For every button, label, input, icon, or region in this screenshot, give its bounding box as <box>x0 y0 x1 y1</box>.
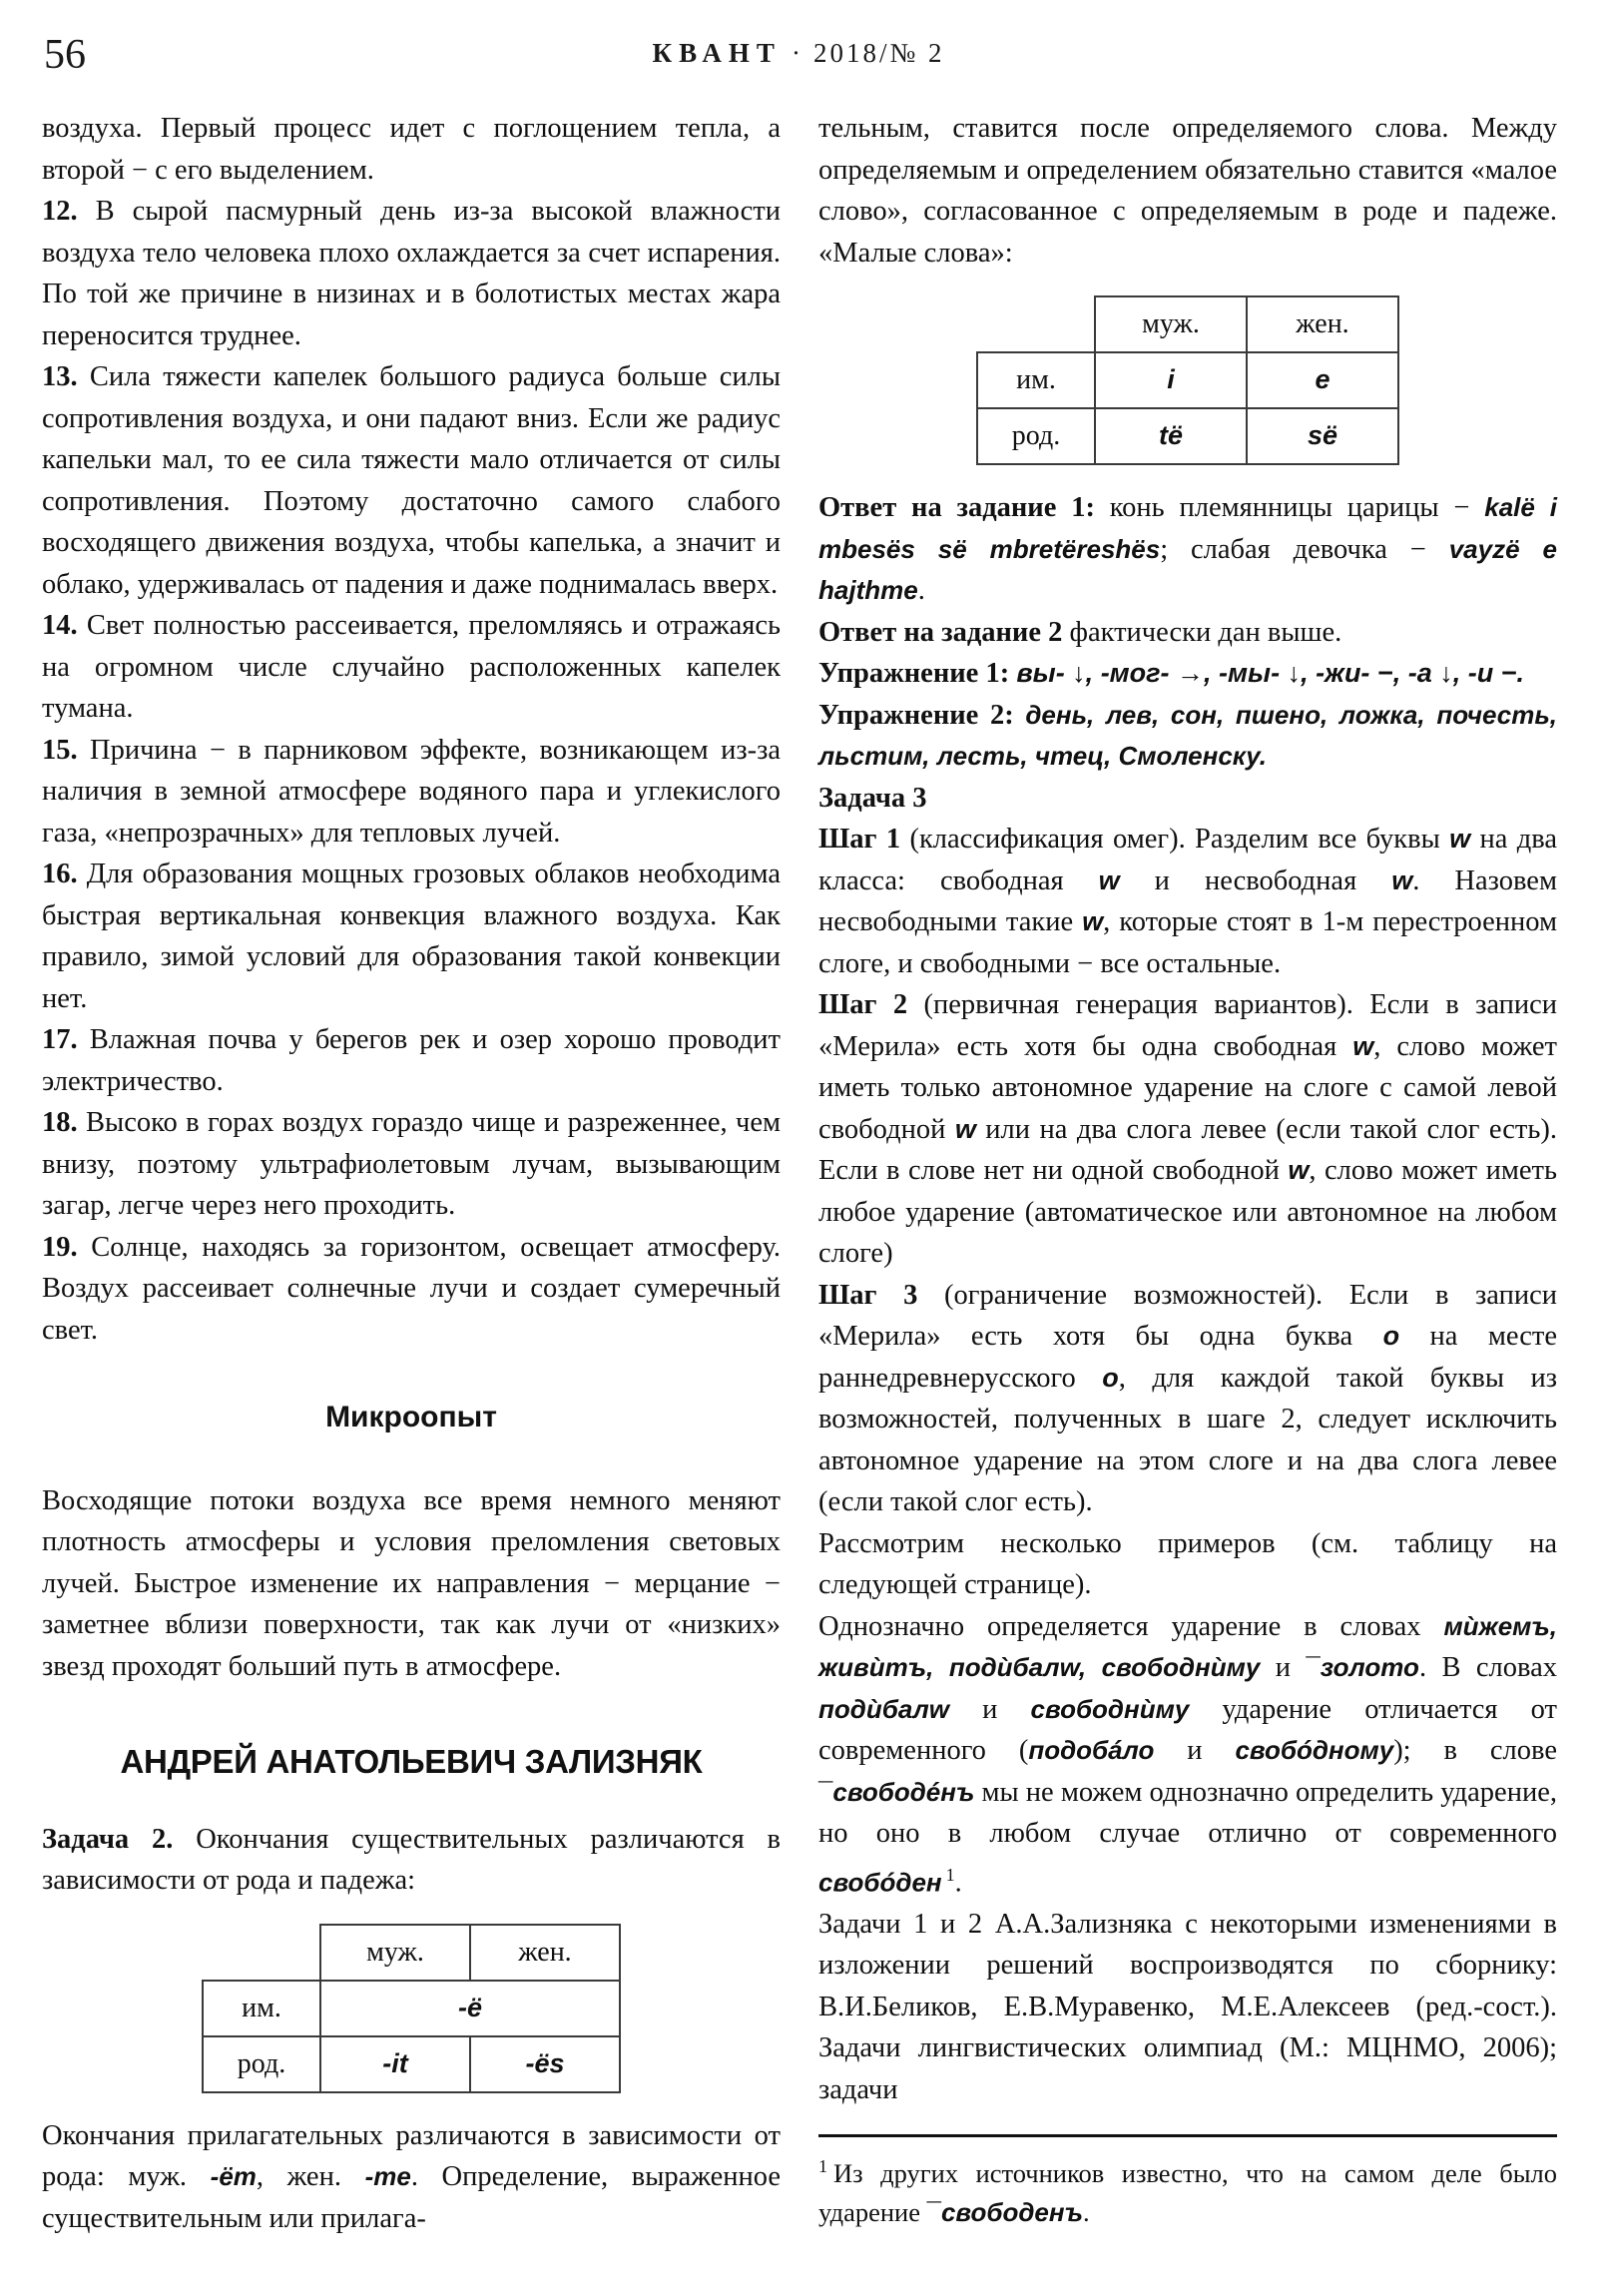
header-separator: · <box>791 38 803 68</box>
paragraph-text: Свет полностью рассеивается, преломляясь и отражаясь на огромном числе случайно расположенных капелек тумана. <box>42 610 781 724</box>
table-cell-gen-masc: -it <box>320 2036 470 2092</box>
omega-letter: w <box>1391 864 1413 895</box>
footnote-word-svobodenu: ¯свободенъ <box>926 2196 1083 2227</box>
table-row <box>977 408 1398 464</box>
adjective-endings-paragraph <box>42 2115 781 2240</box>
answer-item-18 <box>42 1102 781 1227</box>
micro-experiment-text: Восходящие потоки воздуха все время немного меняют плотность атмосферы и условия преломления световых лучей. Быстрое изменение их направления − мерцание − заметнее вблизи поверхности, так как лучи от «низких» звезд проходят больший путь в атмосфере. <box>42 1484 781 1682</box>
modern-word-podobalo: подобáло <box>1028 1735 1155 1765</box>
item-number: 19. <box>42 1231 78 1263</box>
answer-1-paragraph <box>818 487 1557 612</box>
item-number: 12. <box>42 196 78 227</box>
omega-letter: w <box>1082 906 1104 936</box>
step-2-paragraph <box>818 984 1557 1275</box>
footnote-text-b: . <box>1082 2196 1090 2227</box>
answer-item-19 <box>42 1227 781 1352</box>
step-3-text-a: (ограничение возможностей). Если в записи «Мерила» есть хотя бы одна буква <box>818 1279 1557 1352</box>
table-1-wrapper <box>42 1902 781 2115</box>
item-number: 18. <box>42 1107 78 1138</box>
unique-text-a: Однозначно определяется ударение в словах <box>818 1610 1444 1642</box>
paragraph-text: Высоко в горах воздух гораздо чище и разреженнее, чем внизу, поэтому ультрафиолетовым лучам, вызывающим загар, легче через него проходить. <box>42 1107 782 1221</box>
two-column-body <box>0 108 1597 2294</box>
adj-masc-ending: -ёm <box>210 2161 257 2191</box>
footnote-marker: 1 <box>818 2156 827 2176</box>
step-1-text-c: и несвободная <box>1119 864 1392 896</box>
footnote-divider <box>818 2134 1557 2137</box>
step-1-text-a: (классификация омег). Разделим все буквы <box>900 824 1450 855</box>
step-2-text-d: , слово может иметь любое ударение (автоматическое или автономное на любом слоге) <box>818 1155 1557 1269</box>
step-1-text-d: . Назовем несвободными такие <box>818 864 1557 937</box>
table-row <box>977 296 1398 352</box>
paragraph-text: Солнце, находясь за горизонтом, освещает атмосферу. Воздух рассеивает солнечные лучи и создает сумеречный свет. <box>42 1231 781 1346</box>
unique-text-g: ); в слове <box>1393 1735 1557 1766</box>
table-header-masc: муж. <box>320 1925 470 1981</box>
step-2-text-c: или на два слога левее (если такой слог есть). Если в слове нет ни одной свободной <box>818 1113 1557 1186</box>
step-3-text-b: на месте раннедревнерусского <box>818 1321 1557 1394</box>
exercise-1-items: вы- ↓, -мог- →, -мы- ↓, -жи- −, -а ↓, -и −. <box>1016 658 1524 688</box>
task-2-paragraph <box>42 1819 781 1902</box>
table-row-label-gen: род. <box>203 2036 320 2092</box>
o-letter: о <box>1382 1321 1400 1351</box>
answer-2-label: Ответ на задание 2 <box>818 616 1063 648</box>
table-row-label-gen: род. <box>977 408 1095 464</box>
heading-micro-experiment: Микроопыт <box>325 1401 497 1434</box>
omega-letter: w <box>1098 864 1120 895</box>
paragraph-continuation <box>42 108 781 191</box>
word-svobodenu-old: ¯свободéнъ <box>818 1776 975 1807</box>
answer-2-text: фактически дан выше. <box>1062 616 1342 648</box>
paragraph-text: воздуха. Первый процесс идет с поглощением тепла, а второй − с его выделением. <box>42 113 781 186</box>
o-letter: о <box>1102 1362 1119 1393</box>
step-2-text-b: , слово может иметь только автономное ударение на слоге с самой левой свободной <box>818 1030 1557 1145</box>
omega-letter: w <box>954 1113 976 1144</box>
unique-text-c: . В словах <box>1418 1652 1557 1683</box>
step-1-text-b: на два класса: свободная <box>818 824 1557 896</box>
item-number: 16. <box>42 859 78 889</box>
table-row <box>977 352 1398 408</box>
exercise-1-paragraph <box>818 653 1557 695</box>
journal-name: КВАНТ <box>652 38 782 68</box>
answer-item-16 <box>42 854 781 1019</box>
small-words-table <box>976 295 1399 465</box>
item-number: 15. <box>42 734 78 766</box>
heading-author-zaliznyak: АНДРЕЙ АНАТОЛЬЕВИЧ ЗАЛИЗНЯК <box>120 1743 703 1780</box>
footnote-text-a: Из других источников известно, что на самом деле было ударение <box>818 2157 1557 2227</box>
table-cell-nom-both: -ё <box>320 1981 620 2036</box>
answer-1-text-c: . <box>917 575 925 606</box>
table-cell-nom-masc: i <box>1095 352 1247 408</box>
right-continuation-paragraph: тельным, ставится после определяемого слова. Между определяемым и определением обязательно ставится «малое слово», согласованное с определяемым в роде и падеже. «Малые слова»: <box>818 113 1557 269</box>
unique-text-h: мы не можем однозначно определить ударение, но оно в любом случае отлично от современного <box>818 1776 1557 1849</box>
unique-stress-paragraph <box>818 1606 1557 1904</box>
issue-label: 2018/№ 2 <box>812 38 945 68</box>
adj-text-3: . Определение, выраженное существительным или прилага- <box>42 2161 781 2234</box>
answer-1-albanian-b: vayzë e hajthme <box>818 533 1557 605</box>
unique-text-e: ударение отличается от современного ( <box>818 1693 1557 1766</box>
examples-note-paragraph: Рассмотрим несколько примеров (см. таблицу на следующей странице). <box>818 1527 1557 1600</box>
table-header-masc: муж. <box>1095 296 1247 352</box>
adj-fem-ending: -me <box>364 2161 411 2191</box>
answer-1-albanian-a: kalë i mbesës së mbretëreshës <box>818 492 1558 564</box>
item-number: 14. <box>42 610 78 641</box>
old-russian-words: мѝжемъ, живѝтъ, подѝбалw, свободнѝму <box>818 1610 1557 1682</box>
omega-letter: w <box>1449 824 1471 854</box>
task-2-label: Задача 2. <box>42 1823 174 1855</box>
left-column <box>42 108 781 2239</box>
paragraph-text: В сырой пасмурный день из-за высокой влажности воздуха тело человека плохо охлаждается за счет испарения. По той же причине в низинах и в болотистых местах жара переносится труднее. <box>42 196 782 351</box>
step-2-text-a: (первичная генерация вариантов). Если в записи «Мерила» есть хотя бы одна свободная <box>818 989 1557 1062</box>
modern-word-svobodnomu: свобóдному <box>1235 1735 1394 1765</box>
right-column <box>818 108 1557 2232</box>
answer-item-17 <box>42 1019 781 1102</box>
paragraph-text: Для образования мощных грозовых облаков необходима быстрая вертикальная конвекция влажного воздуха. Как правило, зимой условий для образования такой конвекции нет. <box>42 859 782 1014</box>
answer-1-text-a: конь племянницы царицы − <box>1094 492 1485 523</box>
table-cell-gen-fem: së <box>1247 408 1398 464</box>
step-3-paragraph <box>818 1275 1557 1523</box>
step-2-label: Шаг 2 <box>818 989 908 1020</box>
omega-letter: w <box>1352 1030 1374 1061</box>
table-cell-gen-fem: -ёs <box>470 2036 620 2092</box>
step-1-text-e: , которые стоят в 1-м перестроенном слоге, и свободными − все остальные. <box>818 906 1557 979</box>
unique-text-f: и <box>1154 1735 1236 1766</box>
answer-1-text-b: ; слабая девочка − <box>1160 533 1449 565</box>
item-number: 17. <box>42 1024 78 1055</box>
noun-endings-table <box>202 1924 621 2093</box>
unique-text-b: и <box>1260 1652 1307 1683</box>
step-1-paragraph <box>818 819 1557 984</box>
exercise-1-label: Упражнение 1: <box>818 658 1010 689</box>
footnote-text <box>818 2147 1557 2232</box>
task-2-text: Окончания существительных различаются в зависимости от рода и падежа: <box>42 1823 781 1896</box>
step-3-label: Шаг 3 <box>818 1279 918 1311</box>
task-3-label: Задача 3 <box>818 782 927 814</box>
answer-2-paragraph <box>818 612 1557 654</box>
step-1-label: Шаг 1 <box>818 824 901 855</box>
word-zoloto: ¯золото <box>1306 1652 1419 1682</box>
table-header-fem: жен. <box>1247 296 1398 352</box>
table-row-label-nom: им. <box>977 352 1095 408</box>
task-3-heading <box>818 778 1557 820</box>
omega-letter: w <box>1288 1155 1310 1185</box>
word-podibalo: подѝбалw <box>818 1693 949 1724</box>
footnote-reference[interactable]: 1 <box>945 1864 955 1885</box>
table-cell-nom-fem: e <box>1247 352 1398 408</box>
unique-text-d: и <box>949 1693 1031 1725</box>
word-svobodnimu: свободнѝму <box>1030 1693 1190 1724</box>
answer-item-13 <box>42 356 781 605</box>
table-header-empty <box>203 1925 320 1981</box>
unique-text-i: . <box>954 1867 962 1898</box>
page-number: 56 <box>44 32 86 78</box>
table-row <box>203 2036 620 2092</box>
table-cell-gen-masc: të <box>1095 408 1247 464</box>
table-row <box>203 1981 620 2036</box>
answer-1-label: Ответ на задание 1: <box>818 492 1095 523</box>
adj-text-1: Окончания прилагательных различаются в зависимости от рода: муж. <box>42 2119 781 2192</box>
page-header <box>0 30 1597 90</box>
exercise-2-paragraph <box>818 695 1557 778</box>
table-row-label-nom: им. <box>203 1981 320 2036</box>
paragraph-text: Влажная почва у берегов рек и озер хорошо проводит электричество. <box>42 1024 781 1097</box>
table-header-empty <box>977 296 1095 352</box>
step-3-text-c: , для каждой такой буквы из возможностей, полученных в шаге 2, следует исключить автономное ударение на этом слоге и на два слога левее (если такой слог есть). <box>818 1362 1557 1517</box>
word-svoboden-modern: свобóден <box>818 1867 942 1897</box>
exercise-2-label: Упражнение 2: <box>818 699 1014 731</box>
table-row <box>203 1925 620 1981</box>
adj-text-2: , жен. <box>256 2161 365 2192</box>
answer-item-14 <box>42 605 781 730</box>
item-number: 13. <box>42 361 78 392</box>
paragraph-text: Сила тяжести капелек большого радиуса больше силы сопротивления воздуха, и они падают вниз. Если же радиус капельки мал, то ее сила тяжести мало отличается от силы сопротивления. Поэтому достаточно самого слабого восходящего движения воздуха, чтобы капелька, а значит и облако, удерживалась от падения и даже поднималась вверх. <box>42 361 782 600</box>
table-header-fem: жен. <box>470 1925 620 1981</box>
source-attribution-paragraph: Задачи 1 и 2 А.А.Зализняка с некоторыми изменениями в изложении решений воспроизводятся по сборнику: В.И.Беликов, Е.В.Муравенко, М.Е.Алексеев (ред.-сост.). Задачи лингвистических олимпиад (М.: МЦНМО, 2006); задачи <box>818 1908 1557 2105</box>
table-2-wrapper <box>818 274 1557 487</box>
running-head <box>0 38 1597 69</box>
exercise-2-items: день, лев, сон, пшено, ложка, почесть, льстим, лесть, чтец, Смоленску. <box>818 699 1557 771</box>
paragraph-text: Причина − в парниковом эффекте, возникающем из-за наличия в земной атмосфере водяного пара и углекислого газа, «непрозрачных» для тепловых лучей. <box>42 734 781 849</box>
answer-item-12 <box>42 191 781 356</box>
answer-item-15 <box>42 730 781 855</box>
